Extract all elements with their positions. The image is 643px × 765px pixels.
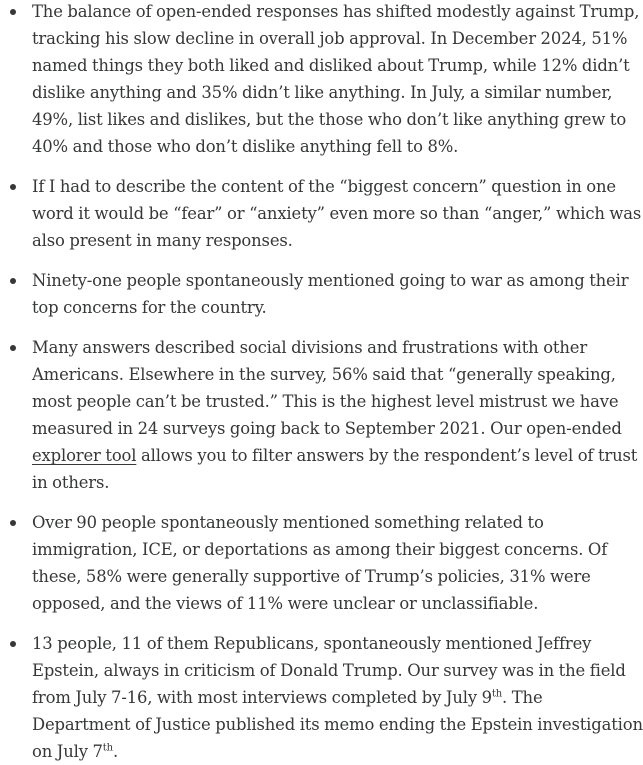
bullet-item-social-divisions <box>0 334 643 496</box>
bullet-dot-icon <box>10 184 16 190</box>
bullet-item-biggest-concern <box>0 173 643 254</box>
bullet-item-war <box>0 267 643 321</box>
bullet-text-part2: . The Department of Justice published its memo ending the Epstein investigation on July 7 <box>32 688 643 761</box>
bullet-dot-icon <box>10 9 16 15</box>
bullet-dot-icon <box>10 278 16 284</box>
explorer-tool-link[interactable]: explorer tool <box>32 446 137 465</box>
bullet-text-after-link: allows you to filter answers by the respondent’s level of trust in others. <box>32 446 638 492</box>
bullet-text: Over 90 people spontaneously mentioned something related to immigration, ICE, or deportations as among their biggest concerns. Of these, 58% were generally supportive of Trump’s policies, 31% were opposed, and the views of 11% were unclear or unclassifiable. <box>32 513 608 613</box>
bullet-text: Ninety-one people spontaneously mentioned going to war as among their top concerns for the country. <box>32 271 629 317</box>
bullet-text: The balance of open-ended responses has shifted modestly against Trump, tracking his slow decline in overall job approval. In December 2024, 51% named things they both liked and disliked about Trump, while 12% didn’t dislike anything and 35% didn’t like anything. In July, a similar number, 49%, list likes and dislikes, but the those who don’t like anything grew to 40% and those who don’t dislike anything fell to 8%. <box>32 2 640 156</box>
ordinal-suffix: th <box>102 742 113 754</box>
bullet-item-immigration <box>0 509 643 617</box>
bullet-dot-icon <box>10 345 16 351</box>
bullet-text-before-link: Many answers described social divisions and frustrations with other Americans. Elsewhere in the survey, 56% said that “generally speaking, most people can’t be trusted.” This is the highest level mistrust we have measured in 24 surveys going back to September 2021. Our open-ended <box>32 338 622 438</box>
ordinal-suffix: th <box>491 688 503 700</box>
bullet-item-epstein <box>0 630 643 765</box>
bullet-text-part1: 13 people, 11 of them Republicans, spontaneously mentioned Jeffrey Epstein, always in criticism of Donald Trump. Our survey was in the field from July 7-16, with most interviews completed by July 9 <box>32 634 626 707</box>
bullet-item-trump-approval <box>0 0 643 160</box>
bullet-text: If I had to describe the content of the “biggest concern” question in one word it would be “fear” or “anxiety” even more so than “anger,” which was also present in many responses. <box>32 177 642 250</box>
bullet-text-part3: . <box>112 742 118 761</box>
bullet-dot-icon <box>10 520 16 526</box>
bullet-dot-icon <box>10 641 16 647</box>
